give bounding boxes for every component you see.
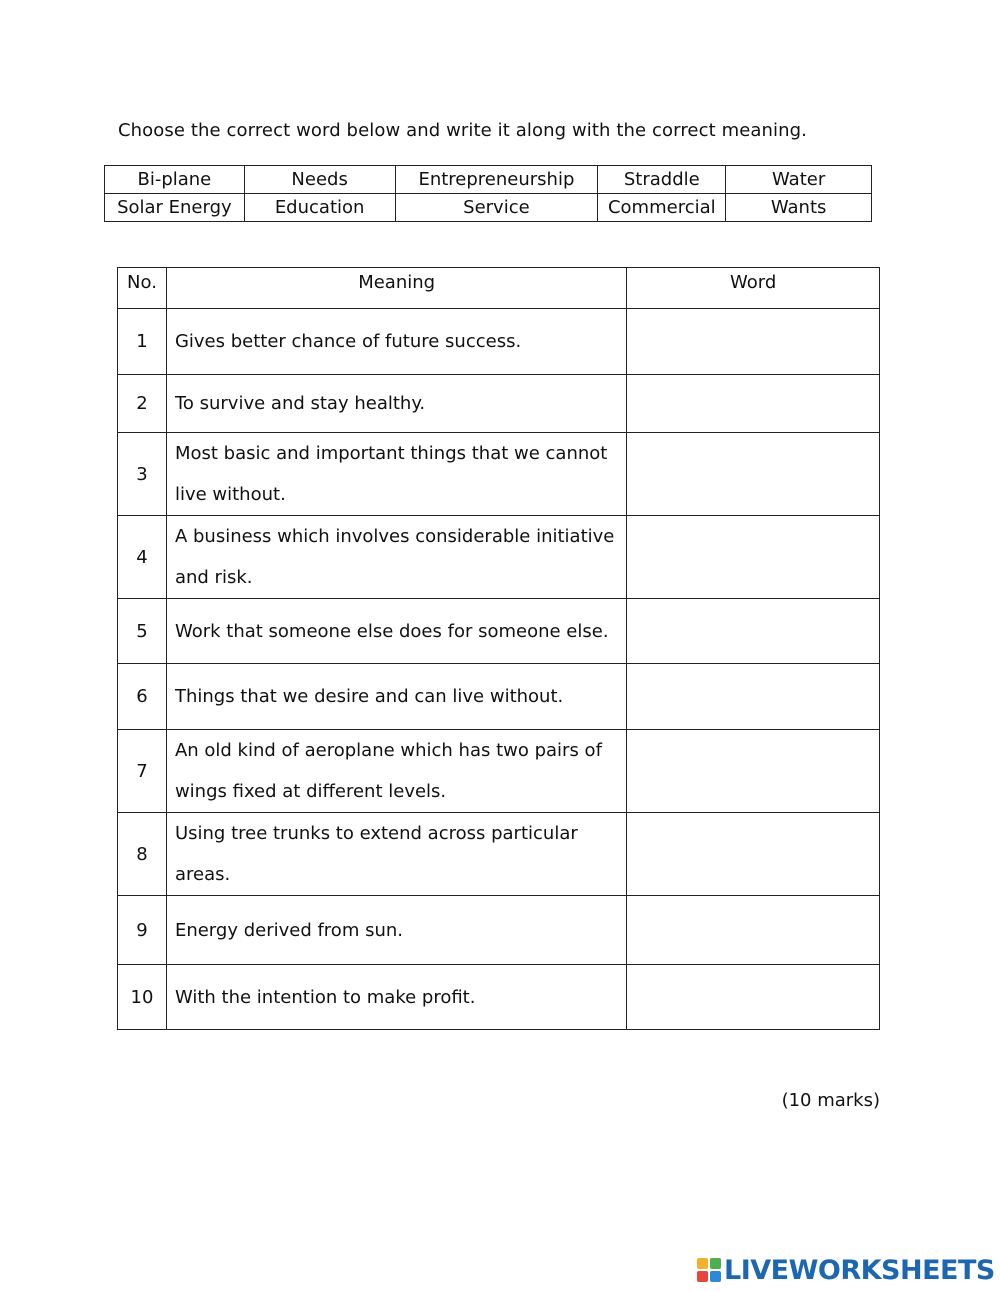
- word-bank-cell: Service: [395, 194, 598, 222]
- row-meaning: Energy derived from sun.: [166, 896, 626, 965]
- header-word: Word: [627, 268, 880, 309]
- header-meaning: Meaning: [166, 268, 626, 309]
- answer-cell[interactable]: [627, 433, 880, 516]
- row-number: 3: [118, 433, 167, 516]
- row-number: 4: [118, 516, 167, 599]
- row-meaning: Things that we desire and can live without.: [166, 664, 626, 730]
- table-row: [118, 813, 880, 896]
- word-bank-cell: Education: [244, 194, 395, 222]
- answer-cell[interactable]: [627, 664, 880, 730]
- answer-cell[interactable]: [627, 375, 880, 433]
- row-number: 2: [118, 375, 167, 433]
- answer-cell[interactable]: [627, 730, 880, 813]
- row-meaning: An old kind of aeroplane which has two pairs of wings fixed at different levels.: [166, 730, 626, 813]
- row-meaning: Using tree trunks to extend across particular areas.: [166, 813, 626, 896]
- table-row: [118, 599, 880, 664]
- row-number: 7: [118, 730, 167, 813]
- row-meaning: Most basic and important things that we cannot live without.: [166, 433, 626, 516]
- word-bank-cell: Wants: [726, 194, 872, 222]
- logo-text: LIVEWORKSHEETS: [724, 1254, 995, 1286]
- table-row: [118, 433, 880, 516]
- row-meaning: Work that someone else does for someone else.: [166, 599, 626, 664]
- word-bank-cell: Water: [726, 166, 872, 194]
- word-bank-cell: Entrepreneurship: [395, 166, 598, 194]
- row-number: 10: [118, 965, 167, 1030]
- logo-block: [710, 1258, 721, 1269]
- table-row: [118, 730, 880, 813]
- word-bank-cell: Needs: [244, 166, 395, 194]
- row-number: 9: [118, 896, 167, 965]
- row-meaning: To survive and stay healthy.: [166, 375, 626, 433]
- word-bank-row: [105, 166, 872, 194]
- answer-cell[interactable]: [627, 813, 880, 896]
- row-number: 6: [118, 664, 167, 730]
- logo-blocks-icon: [697, 1258, 721, 1282]
- instruction-text: Choose the correct word below and write it along with the correct meaning.: [118, 120, 807, 141]
- row-number: 1: [118, 309, 167, 375]
- logo-block: [697, 1271, 708, 1282]
- marks-label: (10 marks): [781, 1090, 880, 1111]
- answer-cell[interactable]: [627, 896, 880, 965]
- table-row: [118, 965, 880, 1030]
- table-header-row: [118, 268, 880, 309]
- word-bank-cell: Straddle: [598, 166, 726, 194]
- word-bank-cell: Bi-plane: [105, 166, 245, 194]
- logo-block: [710, 1271, 721, 1282]
- table-row: [118, 375, 880, 433]
- row-number: 8: [118, 813, 167, 896]
- header-no: No.: [118, 268, 167, 309]
- table-row: [118, 516, 880, 599]
- table-row: [118, 664, 880, 730]
- liveworksheets-logo: [697, 1252, 995, 1288]
- answer-cell[interactable]: [627, 309, 880, 375]
- row-number: 5: [118, 599, 167, 664]
- word-bank-row: [105, 194, 872, 222]
- word-bank-cell: Solar Energy: [105, 194, 245, 222]
- answer-cell[interactable]: [627, 516, 880, 599]
- word-bank-cell: Commercial: [598, 194, 726, 222]
- row-meaning: With the intention to make profit.: [166, 965, 626, 1030]
- row-meaning: A business which involves considerable initiative and risk.: [166, 516, 626, 599]
- answer-cell[interactable]: [627, 599, 880, 664]
- table-row: [118, 896, 880, 965]
- row-meaning: Gives better chance of future success.: [166, 309, 626, 375]
- logo-block: [697, 1258, 708, 1269]
- answer-cell[interactable]: [627, 965, 880, 1030]
- table-row: [118, 309, 880, 375]
- question-table: [117, 267, 880, 1030]
- word-bank-table: [104, 165, 872, 222]
